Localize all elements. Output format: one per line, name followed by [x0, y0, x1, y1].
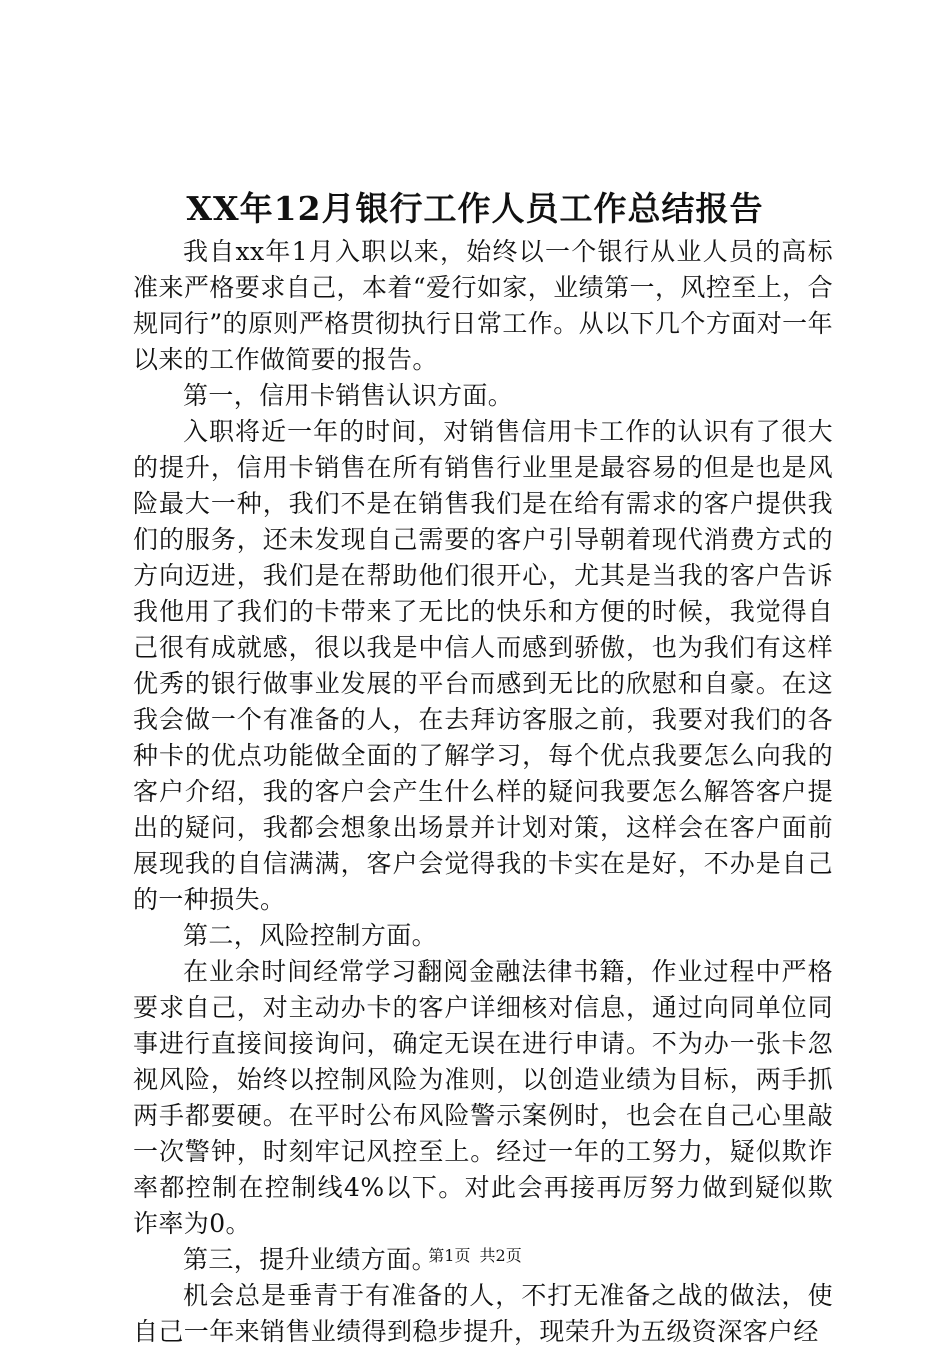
section-heading-1: 第一，信用卡销售认识方面。	[183, 381, 514, 410]
page-footer	[0, 1246, 950, 1266]
section-heading-3: 第三，提升业绩方面。	[183, 1245, 438, 1274]
section-heading-2: 第二，风险控制方面。	[183, 921, 438, 950]
page-total: 共2页	[479, 1246, 522, 1265]
paragraph-intro: 我自xx年1月入职以来，始终以一个银行从业人员的高标准来严格要求自己，本着“爱行如家，业绩第一，风控至上，合规同行”的原则严格贯彻执行日常工作。从以下几个方面对一年以来的工作做简要的报告。	[133, 237, 833, 374]
page-number: 第1页	[428, 1246, 471, 1265]
paragraph-section-2: 在业余时间经常学习翻阅金融法律书籍，作业过程中严格要求自己，对主动办卡的客户详细核对信息，通过向同单位同事进行直接间接询问，确定无误在进行申请。不为办一张卡忽视风险，始终以控制风险为准则，以创造业绩为目标，两手抓两手都要硬。在平时公布风险警示案例时，也会在自己心里敲一次警钟，时刻牢记风控至上。经过一年的工努力，疑似欺诈率都控制在控制线4%以下。对此会再接再厉努力做到疑似欺诈率为0。	[133, 957, 833, 1238]
document-body	[133, 234, 833, 1350]
paragraph-section-3: 机会总是垂青于有准备的人，不打无准备之战的做法，使自己一年来销售业绩得到稳步提升，现荣升为五级资深客户经	[133, 1281, 833, 1346]
paragraph-section-1: 入职将近一年的时间，对销售信用卡工作的认识有了很大的提升，信用卡销售在所有销售行业里是最容易的但是也是风险最大一种，我们不是在销售我们是在给有需求的客户提供我们的服务，还未发现自己需要的客户引导朝着现代消费方式的方向迈进，我们是在帮助他们很开心，尤其是当我的客户告诉我他用了我们的卡带来了无比的快乐和方便的时候，我觉得自己很有成就感，很以我是中信人而感到骄傲，也为我们有这样优秀的银行做事业发展的平台而感到无比的欣慰和自豪。在这我会做一个有准备的人，在去拜访客服之前，我要对我们的各种卡的优点功能做全面的了解学习，每个优点我要怎么向我的客户介绍，我的客户会产生什么样的疑问我要怎么解答客户提出的疑问，我都会想象出场景并计划对策，这样会在客户面前展现我的自信满满，客户会觉得我的卡实在是好，不办是自己的一种损失。	[133, 417, 833, 914]
document-title: XX年12月银行工作人员工作总结报告	[186, 189, 764, 228]
